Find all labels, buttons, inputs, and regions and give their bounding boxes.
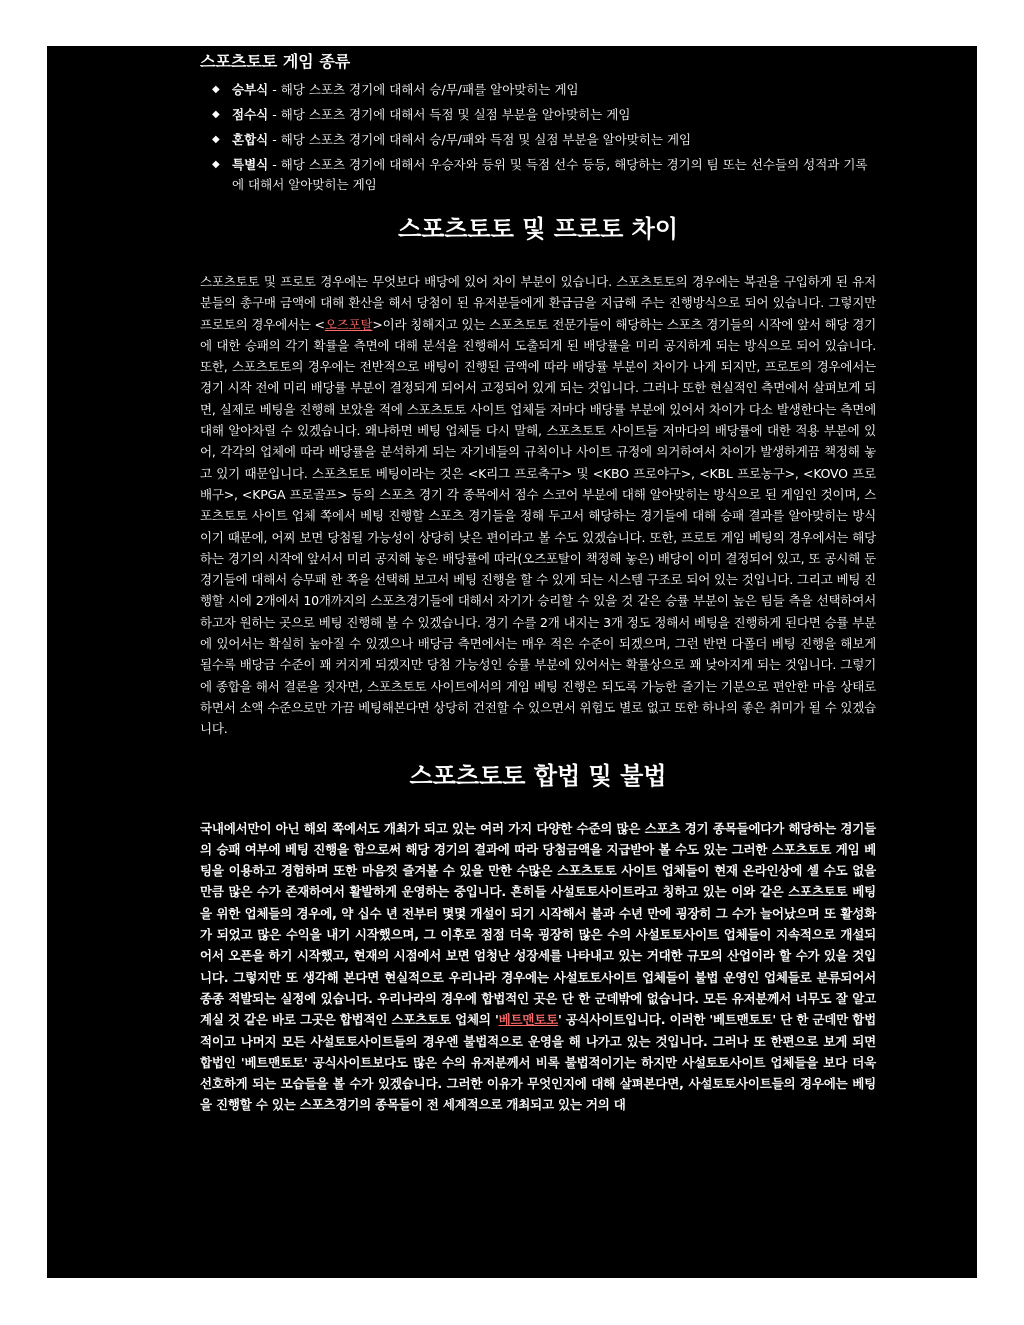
bullet-diamond-icon: ◆ — [212, 159, 220, 170]
bullet-diamond-icon: ◆ — [212, 84, 220, 95]
page-content — [200, 46, 876, 1116]
item-name: 특별식 — [232, 157, 269, 172]
game-types-list — [200, 80, 876, 195]
link-odds-portal[interactable]: 오즈포탈 — [324, 316, 373, 332]
list-item: ◆ 특별식 - 해당 스포츠 경기에 대해서 우승자와 등위 및 득점 선수 등등, 해당하는 경기의 팀 또는 선수들의 성적과 기록에 대해서 알아맞히는 게임 — [212, 157, 868, 192]
list-item: ◆ 점수식 - 해당 스포츠 경기에 대해서 득점 및 실점 부분을 알아맞히는 게임 — [212, 105, 876, 125]
game-types-heading: 스포츠토토 게임 종류 — [200, 52, 351, 71]
paragraph-difference: 스포츠토토 및 프로토 경우에는 무엇보다 배당에 있어 차이 부분이 있습니다. 스포츠토토의 경우에는 복권을 구입하게 된 유저분들의 총구매 금액에 대해 환산을 해서 당첨이 된 유저분들에게 환급금을 지급해 주는 진행방식으로 되어 있습니다. 그렇지만 프로토의 경우에서는 <오즈포탈>이라 칭해지고 있는 스포츠토토 전문가들이 해당하는 스포츠 경기들의 시작에 앞서 해당 경기에 대한 승패의 각기 확률을 측면에 대해 분석을 진행해서 도출되게 된 배당률을 미리 공지하게 되는 방식으로 되어 있습니다. 또한, 스포츠토토의 경우에는 전반적으로 배팅이 진행된 금액에 따라 배당률 부분이 차이가 나게 되지만, 프로토의 경우에서는 경기 시작 전에 미리 배당률 부분이 결정되게 되어서 고정되어 있게 되는 것입니다. 그러나 또한 현실적인 측면에서 살펴보게 되면, 실제로 베팅을 진행해 보았을 적에 스포츠토토 사이트 업체들 저마다 배당률 부분에 있어서 차이가 다소 발생한다는 측면에 대해 알아차릴 수 있겠습니다. 왜냐하면 베팅 업체들 다시 말해, 스포츠토토 사이트들 저마다의 배당률에 대한 적용 부분에 있어, 각각의 업체에 따라 배당률을 분석하게 되는 자기네들의 규칙이나 사이트 규정에 의거하여서 차이가 발생하게끔 책정해 놓고 있기 때문입니다. 스포츠토토 베팅이라는 것은 <K리그 프로축구> 및 <KBO 프로야구>, <KBL 프로농구>, <KOVO 프로배구>, <KPGA 프로골프> 등의 스포츠 경기 각 종목에서 점수 스코어 부분에 대해 알아맞히는 방식으로 된 게임인 것이며, 스포츠토토 사이트 업체 쪽에서 베팅 진행할 스포츠 경기들을 정해 두고서 해당하는 경기들에 대해 승패 결과를 알아맞히는 방식이기 때문에, 어찌 보면 당첨될 가능성이 상당히 낮은 편이라고 볼 수도 있겠습니다. 또한, 프로토 게임 베팅의 경우에서는 해당하는 경기의 시작에 앞서서 미리 공지해 놓은 배당률에 따라(오즈포탈이 책정해 놓은) 배당이 이미 결정되어 있고, 또 공시해 둔 경기들에 대해서 승무패 한 쪽을 선택해 보고서 베팅 진행을 할 수 있게 되는 시스템 구조로 되어 있는 것입니다. 그리고 베팅 진행할 시에 2개에서 10개까지의 스포츠경기들에 대해서 자기가 승리할 수 있을 것 같은 승률 부분이 높은 팀들 측을 선택하여서 하고자 원하는 곳으로 베팅 진행해 볼 수 있겠습니다. 경기 수를 2개 내지는 3개 정도 정해서 베팅을 진행하게 된다면 승률 부분에 있어서는 확실히 높아질 수 있겠으나 배당금 측면에서는 매우 적은 수준이 되겠으며, 그런 반면 다폴더 베팅 진행을 해보게 될수록 배당금 수준이 꽤 커지게 되겠지만 당첨 가능성인 승률 부분에 있어서는 확률상으로 꽤 낮아지게 되는 것입니다. 그렇기에 종합을 해서 결론을 짓자면, 스포츠토토 사이트에서의 게임 베팅 진행은 되도록 가능한 즐기는 기분으로 편안한 마음 상태로 하면서 소액 수준으로만 가끔 베팅해본다면 상당히 건전할 수 있으면서 위험도 별로 없고 또한 하나의 좋은 취미가 될 수 있겠습니다. — [200, 274, 876, 737]
section-title-difference: 스포츠토토 및 프로토 차이 — [397, 215, 679, 243]
list-item: ◆ 혼합식 - 해당 스포츠 경기에 대해서 승/무/패와 득점 및 실점 부분을 알아맞히는 게임 — [212, 130, 876, 150]
item-name: 혼합식 — [232, 132, 269, 147]
item-desc: 해당 스포츠 경기에 대해서 우승자와 등위 및 득점 선수 등등, 해당하는 경기의 팀 또는 선수들의 성적과 기록에 대해서 알아맞히는 게임 — [232, 157, 868, 192]
item-name: 승부식 — [232, 82, 269, 97]
item-desc: 해당 스포츠 경기에 대해서 승/무/패를 알아맞히는 게임 — [280, 82, 579, 97]
section-title-legal: 스포츠토토 합법 및 불법 — [409, 761, 667, 790]
document-page — [47, 46, 977, 1278]
list-item: ◆ 승부식 - 해당 스포츠 경기에 대해서 승/무/패를 알아맞히는 게임 — [212, 80, 876, 100]
bullet-diamond-icon: ◆ — [212, 134, 220, 145]
item-name: 점수식 — [232, 107, 269, 122]
item-desc: 해당 스포츠 경기에 대해서 득점 및 실점 부분을 알아맞히는 게임 — [280, 107, 631, 122]
bullet-diamond-icon: ◆ — [212, 109, 220, 120]
item-desc: 해당 스포츠 경기에 대해서 승/무/패와 득점 및 실점 부분을 알아맞히는 게임 — [280, 132, 692, 147]
link-betman-toto[interactable]: 베트맨토토 — [498, 1012, 558, 1028]
paragraph-legal: 국내에서만이 아닌 해외 쪽에서도 개최가 되고 있는 여러 가지 다양한 수준의 많은 스포츠 경기 종목들에다가 해당하는 경기들의 승패 여부에 베팅 진행을 함으로써 해당 경기의 결과에 따라 당첨금액을 지급받아 볼 수도 있는 그러한 스포츠토토 게임 베팅을 이용하고 경험하며 또한 마음껏 즐겨볼 수 있을 만한 수많은 스포츠토토 사이트 업체들이 현재 온라인상에 셀 수도 없을 만큼 많은 수가 존재하여서 활발하게 운영하는 중입니다. 흔히들 사설토토사이트라고 칭하고 있는 이와 같은 스포츠토토 베팅을 위한 업체들의 경우에, 약 십수 년 전부터 몇몇 개설이 되기 시작해서 불과 수년 만에 굉장히 그 수가 늘어났으며 또 활성화가 되었고 많은 수익을 내기 시작했으며, 그 이후로 점점 더욱 굉장히 많은 수의 사설토토사이트 업체들이 지속적으로 개설되어서 오픈을 하기 시작했고, 현재의 시점에서 보면 엄청난 성장세를 나타내고 있는 거대한 규모의 산업이라 할 수가 있을 것입니다. 그렇지만 또 생각해 본다면 현실적으로 우리나라 경우에는 사설토토사이트 업체들이 불법 운영인 업체들로 분류되어서 종종 적발되는 실정에 있습니다. 우리나라의 경우에 합법적인 곳은 단 한 군데밖에 없습니다. 모든 유저분께서 너무도 잘 알고 계실 것 같은 바로 그곳은 합법적인 스포츠토토 업체의 '베트맨토토' 공식사이트입니다. 이러한 '베트맨토토' 단 한 군데만 합법적이고 나머지 모든 사설토토사이트들의 경우엔 불법적으로 운영을 해 나가고 있는 것입니다. 그러나 또 한편으로 보게 되면 합법인 '베트맨토토' 공식사이트보다도 많은 수의 유저분께서 비록 불법적이기는 하지만 사설토토사이트 업체들을 보다 더욱 선호하게 되는 모습들을 볼 수가 있겠습니다. 그러한 이유가 무엇인지에 대해 살펴본다면, 사설토토사이트들의 경우에는 베팅을 진행할 수 있는 스포츠경기의 종목들이 전 세계적으로 개최되고 있는 거의 대 — [200, 820, 877, 1113]
